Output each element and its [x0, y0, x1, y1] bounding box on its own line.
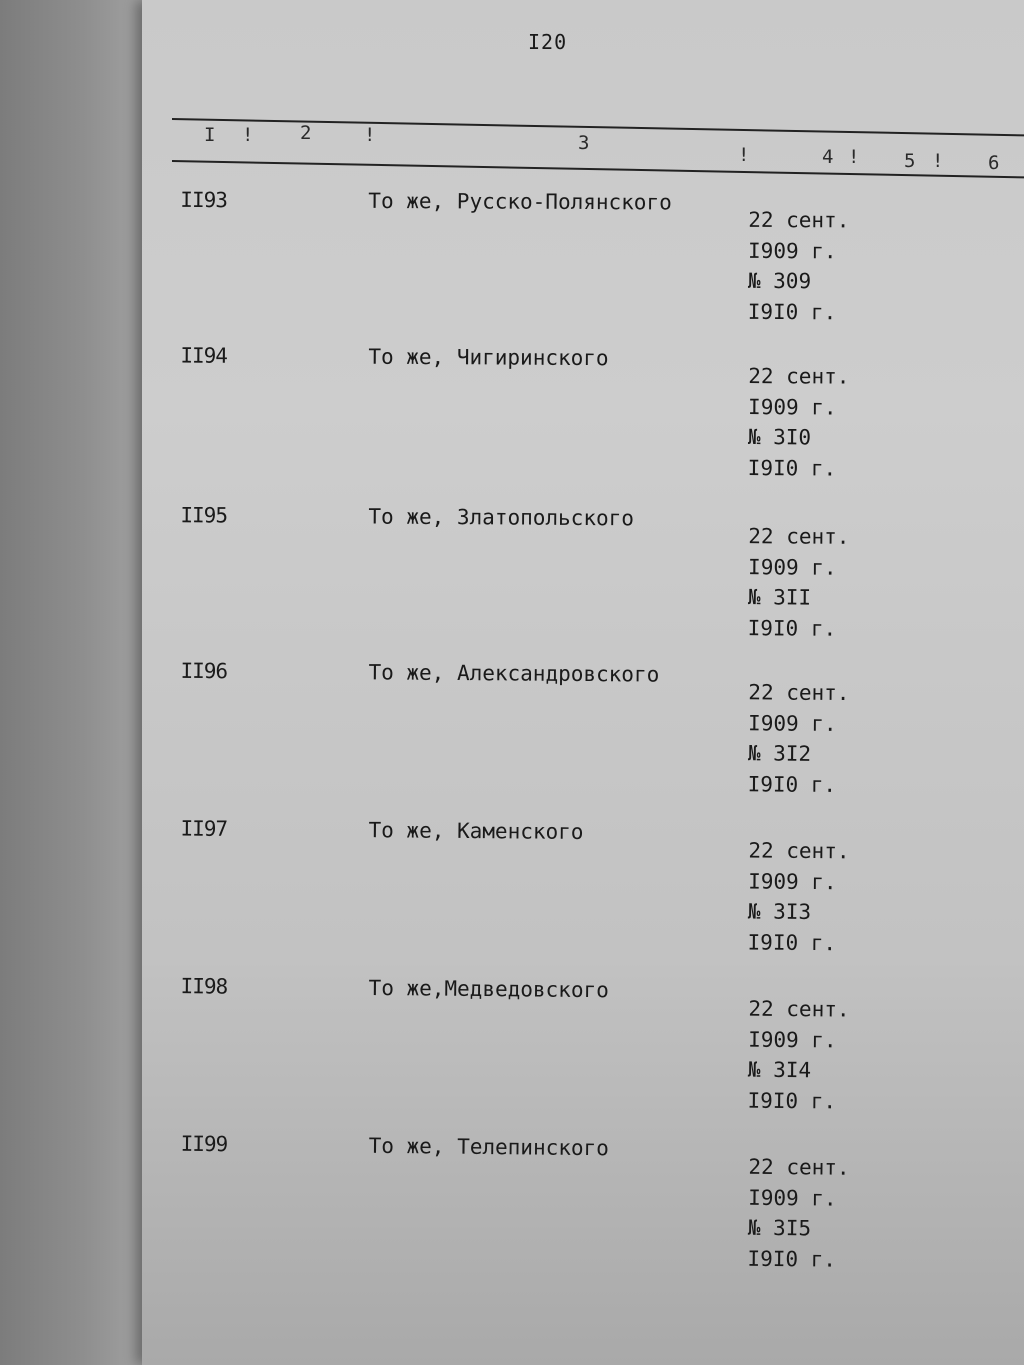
entry-title: То же, Каменского — [368, 818, 584, 845]
entry-date-line: 22 сент. — [748, 524, 850, 549]
entry-date-line: I9I0 г. — [747, 1088, 837, 1113]
entry-date-line: 22 сент. — [748, 207, 850, 233]
entry-date — [748, 521, 850, 644]
entry-date-line: I909 г. — [748, 1185, 837, 1211]
column-header-mark: ! — [364, 124, 376, 146]
page-number: I20 — [528, 30, 568, 54]
column-header-mark: 6 — [988, 152, 1000, 174]
entry-date-line: № 3I3 — [747, 899, 812, 924]
entry-date-line: I909 г. — [748, 868, 837, 894]
entry-date — [747, 1152, 849, 1275]
entry-date-line: I9I0 г. — [747, 615, 837, 641]
entry-date-line: № 3I5 — [747, 1215, 812, 1241]
entry-date-line: I909 г. — [748, 394, 837, 420]
previous-page-edge — [0, 0, 150, 1365]
entry-title: То же,Медведовского — [368, 975, 609, 1003]
entry-date-line: № 3I4 — [747, 1057, 812, 1083]
entry-row — [141, 816, 1024, 974]
entry-number: II98 — [180, 974, 228, 999]
entry-title: То же, Русско-Полянского — [368, 188, 672, 215]
entry-row — [142, 343, 1024, 498]
entry-row — [142, 188, 1024, 343]
entry-date-line: I9I0 г. — [747, 771, 837, 797]
entry-date-line: № 3I0 — [747, 425, 812, 450]
entry-date — [748, 361, 850, 484]
document-page — [142, 0, 1024, 1365]
entry-date-line: I909 г. — [748, 1027, 837, 1052]
entry-date-line: I9I0 г. — [747, 1246, 837, 1272]
entry-row — [141, 503, 1024, 659]
entry-title: То же, Телепинского — [368, 1133, 610, 1161]
column-header-mark: 3 — [578, 132, 590, 154]
entry-title: То же, Чигиринского — [368, 344, 609, 371]
column-header-mark: 5 — [904, 150, 916, 172]
entry-date — [748, 205, 850, 328]
entry-number: II95 — [180, 503, 228, 528]
entry-date-line: 22 сент. — [748, 680, 850, 706]
entry-date-line: 22 сент. — [748, 838, 850, 864]
entry-date-line: № 3II — [747, 585, 812, 610]
column-header-mark: I — [204, 124, 216, 146]
entry-row — [141, 974, 1024, 1132]
entry-date-line: 22 сент. — [748, 364, 850, 389]
entry-date — [748, 677, 850, 800]
entry-number: II97 — [180, 816, 228, 841]
column-header-mark: 4 — [822, 146, 834, 168]
entry-date-line: I909 г. — [748, 710, 837, 736]
column-header-mark: 2 — [300, 122, 312, 144]
entry-date-line: I9I0 г. — [747, 455, 837, 481]
entry-date — [747, 994, 849, 1117]
entry-title: То же, Александровского — [368, 660, 660, 687]
entry-date-line: № 3I2 — [747, 741, 812, 766]
column-header-mark: ! — [932, 150, 944, 172]
column-header-mark: ! — [848, 146, 860, 168]
column-header-mark: ! — [242, 124, 254, 146]
entry-date-line: I909 г. — [748, 554, 837, 580]
entry-date-line: I9I0 г. — [747, 299, 837, 324]
entry-date-line: I9I0 г. — [747, 929, 837, 955]
entry-date — [747, 835, 849, 958]
header-rule-bottom — [172, 160, 1024, 179]
entry-row — [141, 1131, 1024, 1290]
entry-number: II96 — [180, 658, 228, 684]
entry-date-line: 22 сент. — [748, 996, 850, 1022]
entry-number: II93 — [180, 187, 227, 213]
entry-number: II94 — [180, 343, 228, 368]
column-header-mark: ! — [738, 144, 750, 166]
entry-date-line: № 309 — [747, 268, 812, 294]
entry-date-line: 22 сент. — [748, 1154, 850, 1180]
entry-date-line: I909 г. — [748, 238, 837, 263]
entry-row — [141, 659, 1024, 816]
entry-title: То же, Златопольского — [368, 504, 635, 531]
entry-number: II99 — [180, 1131, 228, 1157]
